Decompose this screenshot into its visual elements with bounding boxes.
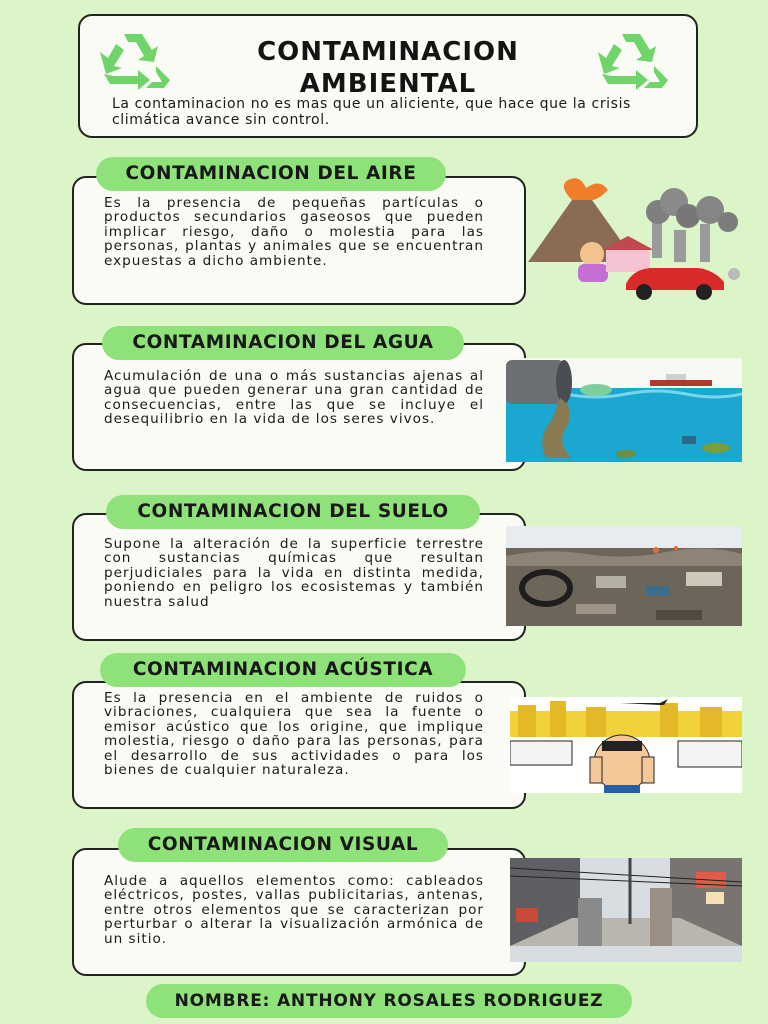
soil-pollution-photo (506, 526, 742, 626)
header-card (78, 14, 698, 138)
visual-pollution-photo (510, 858, 742, 962)
page-title: CONTAMINACION AMBIENTAL (257, 37, 519, 99)
section-card-visual (72, 848, 526, 976)
section-text-acustica: Es la presencia en el ambiente de ruidos o vibraciones, cualquiera que sea la fuente o emisor acústico que los origine, que implique molestia, riesgo o daño para las personas, para el desarrollo de sus actividades o para los bienes de cualquier naturaleza. (104, 690, 484, 779)
noise-pollution-illustration (510, 697, 742, 793)
section-card-suelo (72, 513, 526, 641)
author-name: NOMBRE: ANTHONY ROSALES RODRIGUEZ (146, 984, 632, 1018)
section-title-visual: CONTAMINACION VISUAL (118, 828, 448, 862)
page-subtitle: La contaminacion no es mas que un aliciente, que hace que la crisis climática avance sin control. (112, 96, 631, 128)
section-card-aire (72, 176, 526, 305)
section-text-suelo: Supone la alteración de la superficie terrestre con sustancias químicas que resultan perjudiciales para la vida en distinta medida, poniendo en peligro los ecosistemas y también nuestra salud (104, 536, 484, 610)
section-card-agua (72, 343, 526, 471)
section-card-acustica (72, 681, 526, 809)
water-pollution-illustration (506, 358, 742, 462)
recycle-icon (592, 30, 674, 92)
section-text-visual: Alude a aquellos elementos como: cableados eléctricos, postes, vallas publicitarias, antenas, entre otros elementos que se caracterizan por perturbar o alterar la visualización armónica de un sitio. (104, 873, 484, 947)
air-pollution-illustration (528, 178, 744, 302)
section-title-acustica: CONTAMINACION ACÚSTICA (100, 653, 466, 687)
section-title-aire: CONTAMINACION DEL AIRE (96, 157, 446, 191)
section-text-aire: Es la presencia de pequeñas partículas o productos secundarios gaseosos que pueden implicar riesgo, daño o molestia para las personas, plantas y animales que se encuentran expuestas a dicho ambiente. (104, 195, 484, 269)
section-title-suelo: CONTAMINACION DEL SUELO (106, 495, 480, 529)
section-text-agua: Acumulación de una o más sustancias ajenas al agua que pueden generar una gran cantidad de consecuencias, entre las que se incluye el desequilibrio en la vida de los seres vivos. (104, 368, 484, 428)
section-title-agua: CONTAMINACION DEL AGUA (102, 326, 464, 360)
